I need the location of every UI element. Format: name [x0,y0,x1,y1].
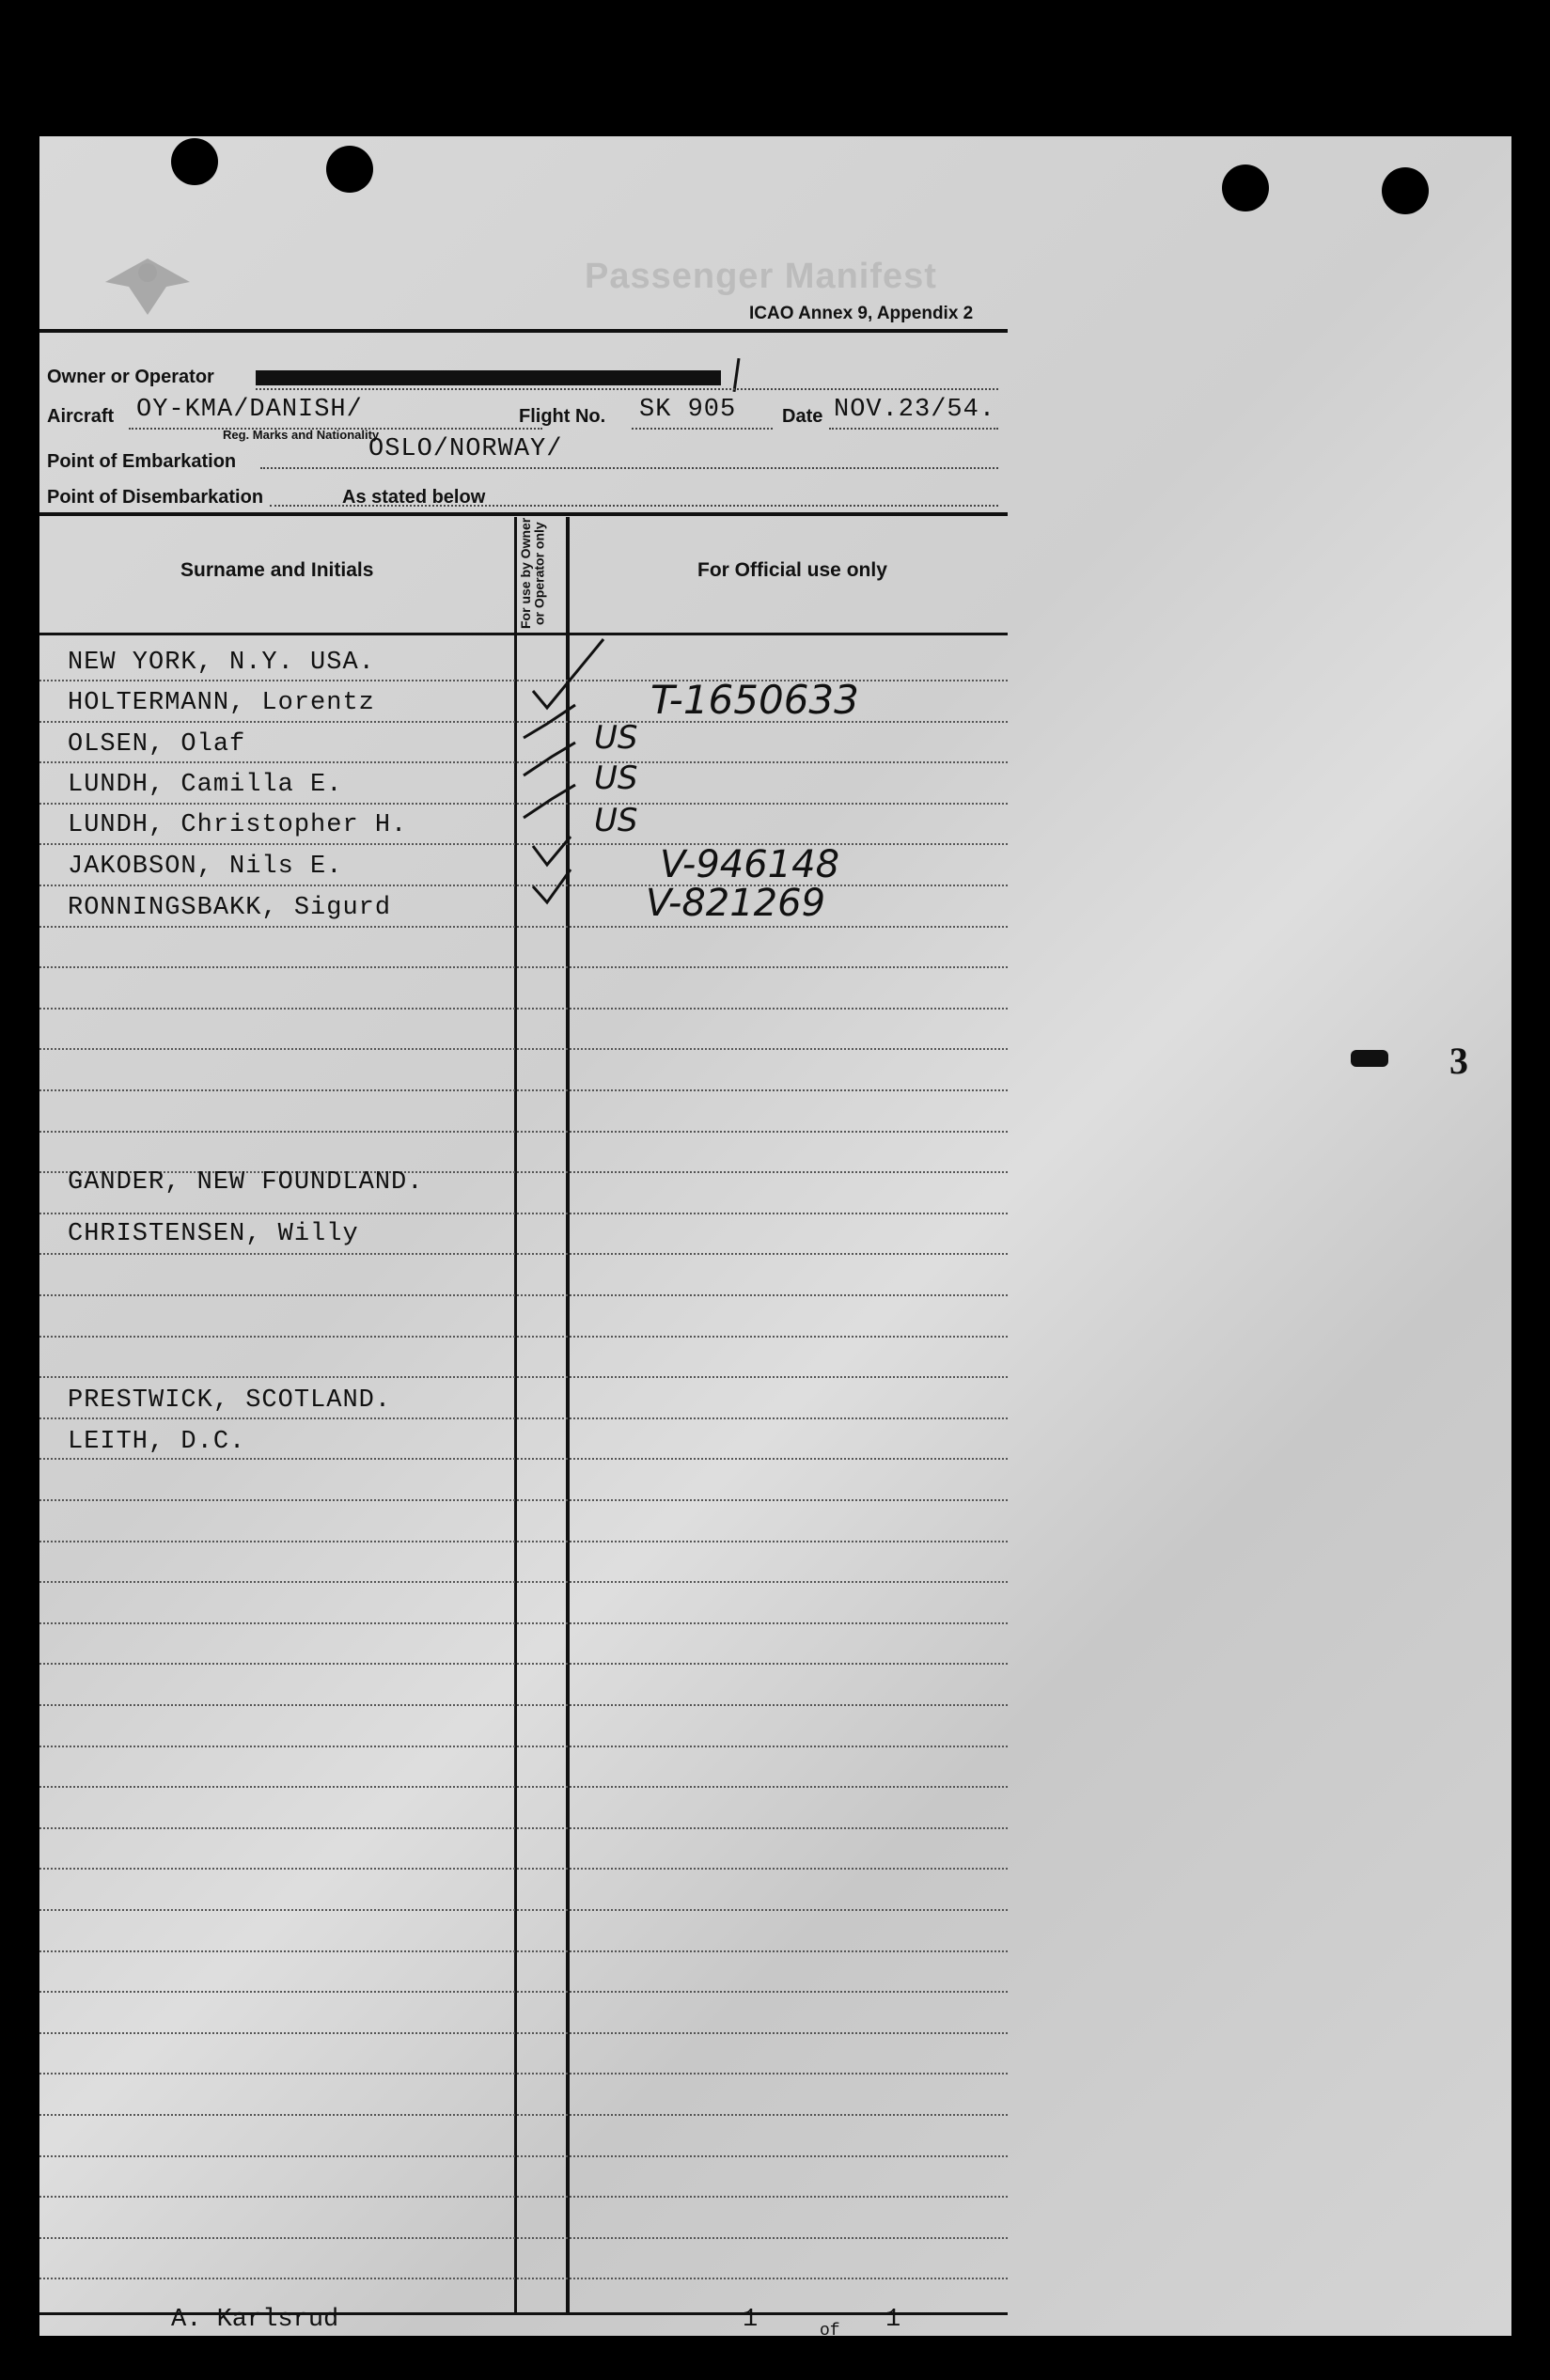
embarkation-label: Point of Embarkation [47,451,237,472]
page-number: 1 [743,2306,759,2334]
official-entry: V-821269 [646,882,826,925]
table-row-passenger: LEITH, D.C. [68,1428,246,1456]
table-rule-line [39,1499,1008,1501]
table-row-passenger: HOLTERMANN, Lorentz [68,689,375,717]
table-rule-line [39,1868,1008,1870]
table-rule-line [39,1131,1008,1133]
table-rule-line [39,2073,1008,2075]
punch-hole [1382,167,1429,214]
table-rule-line [39,1089,1008,1091]
table-top-rule [39,512,1008,516]
disembarkation-line [270,505,998,507]
signature: A. Karlsrud [171,2306,339,2334]
page-total: 1 [885,2306,901,2334]
date-line [829,428,998,430]
official-entry: US [594,759,638,797]
table-row-passenger: RONNINGSBAKK, Sigurd [68,894,392,922]
table-rule-line [39,1417,1008,1419]
aircraft-label: Aircraft [47,406,115,427]
reg-marks-label: Reg. Marks and Nationality [223,428,380,442]
margin-mark: 3 [1449,1040,1468,1082]
stroke-mark [733,358,741,392]
table-rule-line [39,2032,1008,2034]
flight-line [632,428,773,430]
embarkation-value: OSLO/NORWAY/ [368,435,563,463]
official-entry: US [594,719,638,757]
page-title: Passenger Manifest [585,257,937,296]
table-rule-line [39,1704,1008,1706]
manifest-form [39,136,1008,2336]
top-rule [39,329,1008,333]
table-rule-line [39,2114,1008,2116]
table-row-passenger: LUNDH, Christopher H. [68,811,408,839]
manifest-sheet [39,136,1511,2336]
disembarkation-value: As stated below [342,487,486,508]
official-entry: US [594,802,638,839]
table-rule-line [39,1253,1008,1255]
flight-label: Flight No. [519,406,606,427]
table-rule-line [39,1746,1008,1747]
table-row-passenger: CHRISTENSEN, Willy [68,1220,359,1248]
table-row-location: GANDER, NEW FOUNDLAND. [68,1168,424,1197]
column-header-official: For Official use only [697,559,887,581]
emblem-icon [77,240,218,324]
table-rule-line [39,1376,1008,1378]
owner-redacted [256,370,721,385]
table-rule-line [39,1336,1008,1338]
table-row-passenger: OLSEN, Olaf [68,730,246,759]
table-rule-line [39,1541,1008,1542]
embarkation-line [260,467,998,469]
official-entry: V-946148 [660,843,840,886]
table-rule-line [39,1950,1008,1952]
table-rule-line [39,2155,1008,2157]
table-rule-line [39,1622,1008,1624]
date-value: NOV.23/54. [834,396,996,424]
check-marks [495,634,665,916]
column-header-owner-use: For use by Owner or Operator only [518,517,547,630]
table-rule-line [39,1663,1008,1665]
aircraft-value: OY-KMA/DANISH/ [136,396,363,424]
official-entry: T-1650633 [650,677,859,723]
disembarkation-label: Point of Disembarkation [47,487,264,508]
page-of-label: of [820,2322,840,2336]
table-rule-line [39,1909,1008,1911]
table-row-location: PRESTWICK, SCOTLAND. [68,1386,392,1415]
table-row-passenger: JAKOBSON, Nils E. [68,853,343,881]
table-rule-line [39,1213,1008,1214]
table-rule-line [39,1827,1008,1829]
table-rule-line [39,1008,1008,1010]
ink-blot [1351,1050,1388,1067]
owner-label: Owner or Operator [47,367,214,387]
table-rule-line [39,926,1008,928]
flight-value: SK 905 [639,396,737,424]
table-row-location: NEW YORK, N.Y. USA. [68,649,375,677]
table-row-passenger: LUNDH, Camilla E. [68,771,343,799]
table-rule-line [39,2196,1008,2198]
table-rule-line [39,2278,1008,2279]
owner-line [256,388,998,390]
date-label: Date [782,406,823,427]
column-header-surname: Surname and Initials [180,559,374,581]
table-rule-line [39,966,1008,968]
table-rule-line [39,1294,1008,1296]
punch-hole [1222,164,1269,211]
table-rule-line [39,1991,1008,1993]
table-rule-line [39,1458,1008,1460]
table-rule-line [39,2237,1008,2239]
table-rule-line [39,1048,1008,1050]
annex-reference: ICAO Annex 9, Appendix 2 [749,304,974,323]
table-rule-line [39,1786,1008,1788]
table-rule-line [39,1581,1008,1583]
